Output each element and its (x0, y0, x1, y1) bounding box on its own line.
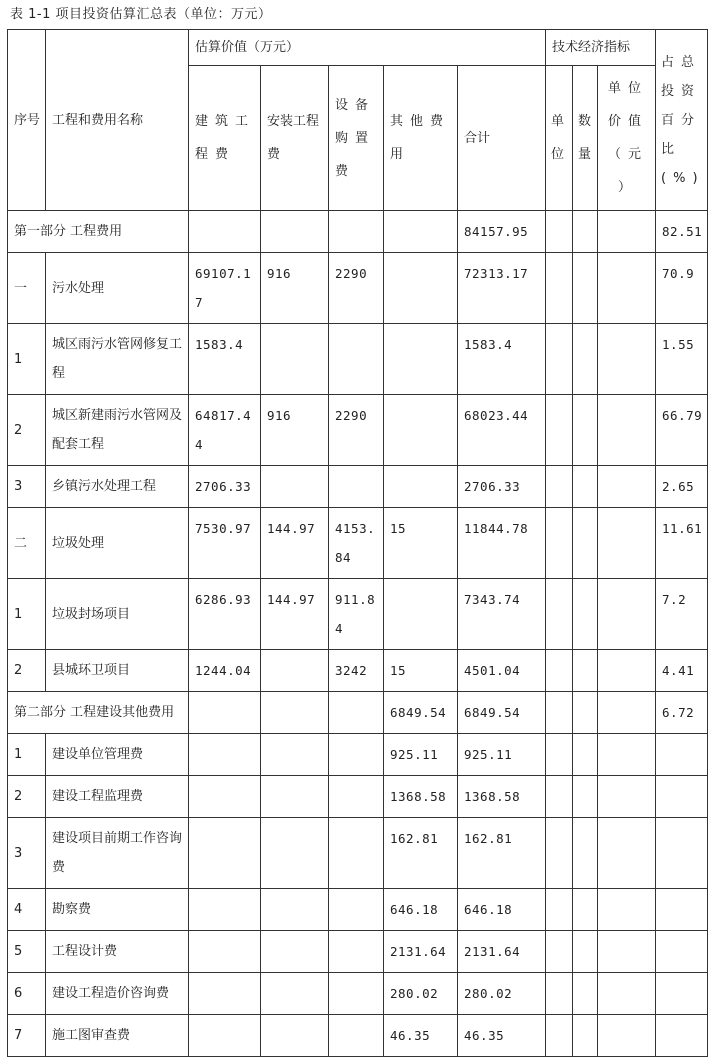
cell-other: 280.02 (384, 973, 458, 1015)
section-row (8, 211, 708, 253)
cell-quantity (573, 253, 598, 324)
cell-construction (189, 973, 261, 1015)
cell-unit (546, 692, 573, 734)
cell-seq: 2 (8, 395, 46, 466)
cell-quantity (573, 931, 598, 973)
cell-unit-price (598, 692, 656, 734)
cell-other (384, 466, 458, 508)
table-row (8, 818, 708, 889)
cell-equipment (329, 818, 384, 889)
cell-unit (546, 324, 573, 395)
cell-installation (261, 889, 329, 931)
table-row (8, 931, 708, 973)
cell-name: 污水处理 (46, 253, 189, 324)
cell-other (384, 253, 458, 324)
cell-installation (261, 466, 329, 508)
cell-unit (546, 776, 573, 818)
cell-name: 勘察费 (46, 889, 189, 931)
cell-name: 建设项目前期工作咨询费 (46, 818, 189, 889)
table-row (8, 776, 708, 818)
cell-equipment (329, 692, 384, 734)
cell-other (384, 324, 458, 395)
cell-equipment: 3242 (329, 650, 384, 692)
table-row (8, 973, 708, 1015)
header-row-group (8, 30, 708, 66)
cell-construction: 1583.4 (189, 324, 261, 395)
cell-unit (546, 931, 573, 973)
cell-name: 乡镇污水处理工程 (46, 466, 189, 508)
cell-unit-price (598, 734, 656, 776)
cell-installation: 144.97 (261, 508, 329, 579)
cell-quantity (573, 579, 598, 650)
cell-quantity (573, 466, 598, 508)
cell-name: 建设工程监理费 (46, 776, 189, 818)
cell-equipment (329, 734, 384, 776)
cell-unit (546, 973, 573, 1015)
cell-other: 46.35 (384, 1015, 458, 1057)
cell-unit-price (598, 253, 656, 324)
cell-total: 7343.74 (458, 579, 546, 650)
cell-other: 925.11 (384, 734, 458, 776)
header-total: 合计 (458, 66, 546, 211)
section-title: 第一部分 工程费用 (8, 211, 189, 253)
cell-installation (261, 324, 329, 395)
cell-seq: 2 (8, 776, 46, 818)
cell-construction: 1244.04 (189, 650, 261, 692)
cell-total: 1368.58 (458, 776, 546, 818)
cell-seq: 4 (8, 889, 46, 931)
cell-total: 6849.54 (458, 692, 546, 734)
header-other: 其他费用 (384, 66, 458, 211)
cell-name: 城区雨污水管网修复工程 (46, 324, 189, 395)
cell-total: 72313.17 (458, 253, 546, 324)
cell-equipment (329, 324, 384, 395)
cell-share (656, 973, 708, 1015)
cell-share: 4.41 (656, 650, 708, 692)
cell-name: 城区新建雨污水管网及配套工程 (46, 395, 189, 466)
cell-name: 建设单位管理费 (46, 734, 189, 776)
header-share: 占总投资百分比(%) (656, 30, 708, 211)
cell-total: 646.18 (458, 889, 546, 931)
investment-estimate-table (7, 29, 708, 1057)
cell-unit-price (598, 466, 656, 508)
cell-installation (261, 211, 329, 253)
cell-total: 1583.4 (458, 324, 546, 395)
cell-other: 2131.64 (384, 931, 458, 973)
cell-seq: 二 (8, 508, 46, 579)
cell-other: 1368.58 (384, 776, 458, 818)
cell-total: 11844.78 (458, 508, 546, 579)
cell-unit (546, 650, 573, 692)
cell-total: 2706.33 (458, 466, 546, 508)
cell-name: 建设工程造价咨询费 (46, 973, 189, 1015)
cell-share: 82.51 (656, 211, 708, 253)
cell-equipment (329, 889, 384, 931)
cell-equipment: 4153.84 (329, 508, 384, 579)
cell-unit-price (598, 324, 656, 395)
cell-unit-price (598, 776, 656, 818)
cell-seq: 1 (8, 579, 46, 650)
cell-equipment (329, 466, 384, 508)
table-row (8, 734, 708, 776)
cell-other: 162.81 (384, 818, 458, 889)
cell-unit-price (598, 931, 656, 973)
cell-share (656, 734, 708, 776)
cell-unit (546, 818, 573, 889)
cell-other (384, 579, 458, 650)
cell-name: 施工图审查费 (46, 1015, 189, 1057)
cell-share: 7.2 (656, 579, 708, 650)
table-row (8, 579, 708, 650)
table-row (8, 466, 708, 508)
cell-installation: 916 (261, 395, 329, 466)
cell-unit (546, 579, 573, 650)
cell-quantity (573, 395, 598, 466)
cell-share: 1.55 (656, 324, 708, 395)
cell-unit (546, 211, 573, 253)
cell-installation: 916 (261, 253, 329, 324)
cell-share: 11.61 (656, 508, 708, 579)
cell-installation (261, 734, 329, 776)
cell-installation (261, 776, 329, 818)
cell-construction: 7530.97 (189, 508, 261, 579)
cell-name: 县城环卫项目 (46, 650, 189, 692)
header-name: 工程和费用名称 (46, 30, 189, 211)
cell-installation (261, 931, 329, 973)
cell-seq: 2 (8, 650, 46, 692)
cell-equipment (329, 211, 384, 253)
cell-installation (261, 650, 329, 692)
cell-name: 垃圾封场项目 (46, 579, 189, 650)
header-seq: 序号 (8, 30, 46, 211)
cell-construction (189, 734, 261, 776)
cell-name: 垃圾处理 (46, 508, 189, 579)
cell-total: 162.81 (458, 818, 546, 889)
cell-quantity (573, 889, 598, 931)
header-installation: 安装工程费 (261, 66, 329, 211)
cell-construction (189, 818, 261, 889)
cell-seq: 3 (8, 466, 46, 508)
cell-quantity (573, 818, 598, 889)
header-estimate-group: 估算价值（万元） (189, 30, 546, 66)
cell-quantity (573, 734, 598, 776)
cell-installation (261, 692, 329, 734)
table-row (8, 508, 708, 579)
cell-seq: 1 (8, 324, 46, 395)
cell-construction (189, 889, 261, 931)
header-unit-price: 单位价值（元） (598, 66, 656, 211)
cell-other: 15 (384, 650, 458, 692)
cell-construction (189, 211, 261, 253)
cell-seq: 一 (8, 253, 46, 324)
cell-construction: 2706.33 (189, 466, 261, 508)
cell-equipment (329, 776, 384, 818)
cell-installation: 144.97 (261, 579, 329, 650)
cell-quantity (573, 776, 598, 818)
cell-equipment (329, 973, 384, 1015)
cell-unit-price (598, 395, 656, 466)
table-row (8, 395, 708, 466)
header-tech-group: 技术经济指标 (546, 30, 656, 66)
section-row (8, 692, 708, 734)
cell-share: 70.9 (656, 253, 708, 324)
header-quantity: 数量 (573, 66, 598, 211)
header-equipment: 设备购置费 (329, 66, 384, 211)
cell-share (656, 776, 708, 818)
cell-unit-price (598, 973, 656, 1015)
cell-share (656, 931, 708, 973)
cell-quantity (573, 973, 598, 1015)
cell-unit (546, 734, 573, 776)
cell-total: 280.02 (458, 973, 546, 1015)
cell-other (384, 211, 458, 253)
cell-other (384, 395, 458, 466)
cell-unit (546, 253, 573, 324)
cell-quantity (573, 324, 598, 395)
table-caption: 表 1-1 项目投资估算汇总表（单位：万元） (10, 7, 272, 22)
cell-seq: 7 (8, 1015, 46, 1057)
cell-share (656, 889, 708, 931)
cell-unit (546, 466, 573, 508)
cell-share: 2.65 (656, 466, 708, 508)
cell-total: 84157.95 (458, 211, 546, 253)
cell-total: 46.35 (458, 1015, 546, 1057)
cell-unit-price (598, 650, 656, 692)
cell-equipment: 2290 (329, 395, 384, 466)
cell-construction (189, 931, 261, 973)
cell-unit (546, 508, 573, 579)
table-row (8, 253, 708, 324)
cell-unit (546, 889, 573, 931)
cell-total: 68023.44 (458, 395, 546, 466)
cell-construction: 6286.93 (189, 579, 261, 650)
table-row (8, 889, 708, 931)
cell-seq: 3 (8, 818, 46, 889)
cell-equipment: 2290 (329, 253, 384, 324)
cell-total: 2131.64 (458, 931, 546, 973)
cell-construction: 64817.44 (189, 395, 261, 466)
cell-other: 646.18 (384, 889, 458, 931)
section-title: 第二部分 工程建设其他费用 (8, 692, 189, 734)
header-construction: 建筑工程费 (189, 66, 261, 211)
cell-quantity (573, 508, 598, 579)
cell-quantity (573, 692, 598, 734)
table-row (8, 650, 708, 692)
cell-construction: 69107.17 (189, 253, 261, 324)
cell-unit-price (598, 818, 656, 889)
cell-unit-price (598, 508, 656, 579)
cell-seq: 1 (8, 734, 46, 776)
header-unit: 单位 (546, 66, 573, 211)
cell-total: 4501.04 (458, 650, 546, 692)
cell-construction (189, 776, 261, 818)
cell-share: 6.72 (656, 692, 708, 734)
cell-unit-price (598, 579, 656, 650)
cell-installation (261, 973, 329, 1015)
table-row (8, 324, 708, 395)
cell-installation (261, 818, 329, 889)
cell-share: 66.79 (656, 395, 708, 466)
cell-equipment (329, 931, 384, 973)
cell-construction (189, 692, 261, 734)
cell-seq: 5 (8, 931, 46, 973)
cell-other: 6849.54 (384, 692, 458, 734)
cell-unit-price (598, 211, 656, 253)
cell-share (656, 818, 708, 889)
cell-quantity (573, 211, 598, 253)
cell-equipment: 911.84 (329, 579, 384, 650)
cell-total: 925.11 (458, 734, 546, 776)
cell-unit-price (598, 889, 656, 931)
cell-unit (546, 395, 573, 466)
cell-quantity (573, 650, 598, 692)
cell-other: 15 (384, 508, 458, 579)
cell-name: 工程设计费 (46, 931, 189, 973)
cell-seq: 6 (8, 973, 46, 1015)
